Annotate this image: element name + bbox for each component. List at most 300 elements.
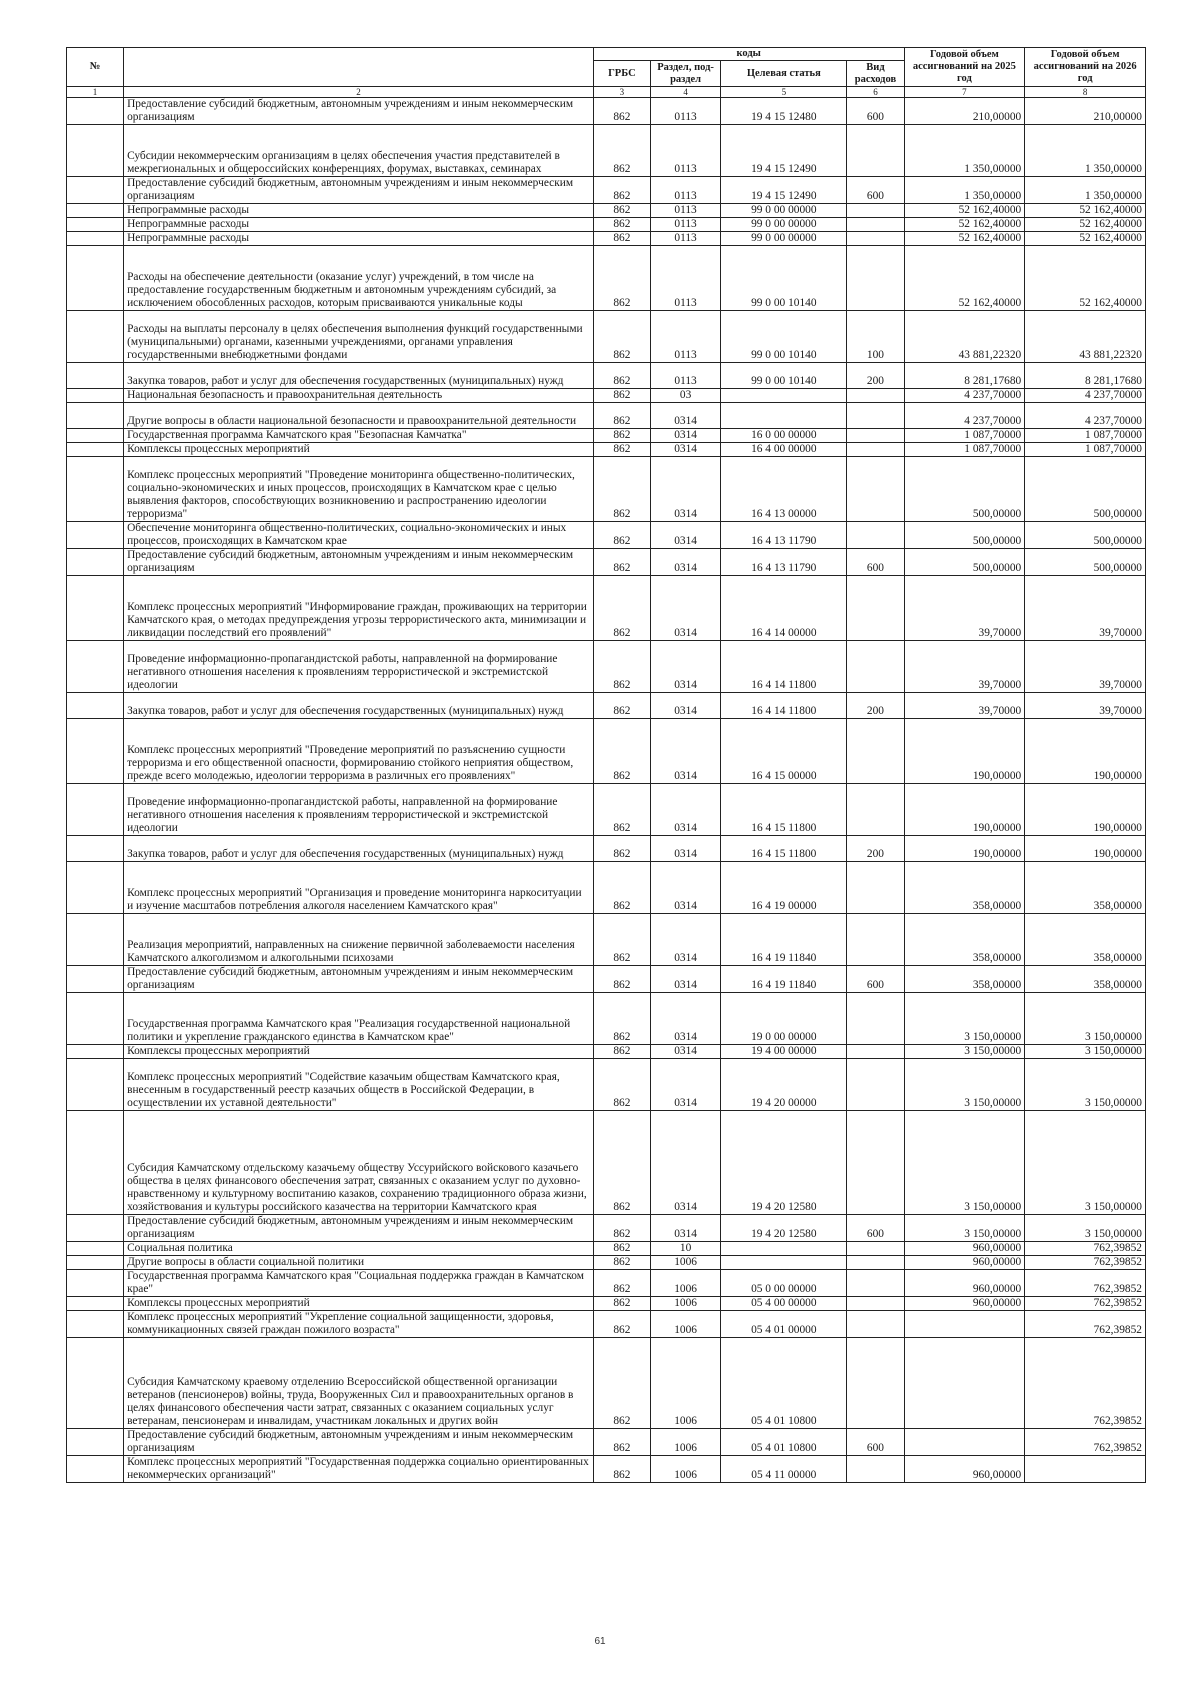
target-article: 16 4 13 11790 — [721, 549, 847, 576]
table-row — [67, 719, 1146, 784]
item-name: Предоставление субсидий бюджетным, автономным учреждениям и иным некоммерческим организациям — [124, 966, 594, 993]
amount-2026: 52 162,40000 — [1025, 218, 1146, 232]
target-article: 16 4 14 00000 — [721, 576, 847, 641]
target-article: 19 4 00 00000 — [721, 1045, 847, 1059]
row-number — [67, 522, 124, 549]
amount-2025: 1 350,00000 — [904, 177, 1025, 204]
grbs-code: 862 — [593, 389, 650, 403]
row-number — [67, 1338, 124, 1429]
grbs-code: 862 — [593, 443, 650, 457]
table-row — [67, 993, 1146, 1045]
row-number — [67, 311, 124, 363]
grbs-code: 862 — [593, 457, 650, 522]
amount-2026: 762,39852 — [1025, 1256, 1146, 1270]
expense-type — [847, 719, 904, 784]
amount-2026: 1 087,70000 — [1025, 429, 1146, 443]
amount-2025: 358,00000 — [904, 966, 1025, 993]
amount-2026: 39,70000 — [1025, 641, 1146, 693]
amount-2026: 762,39852 — [1025, 1270, 1146, 1297]
section-code: 0314 — [650, 443, 720, 457]
row-number — [67, 1256, 124, 1270]
table-row — [67, 1270, 1146, 1297]
amount-2025 — [904, 1338, 1025, 1429]
expense-type — [847, 125, 904, 177]
amount-2026: 8 281,17680 — [1025, 363, 1146, 389]
expense-type: 600 — [847, 1215, 904, 1242]
amount-2026: 3 150,00000 — [1025, 1045, 1146, 1059]
item-name: Комплекс процессных мероприятий "Государственная поддержка социально ориентированных некоммерческих организаций" — [124, 1456, 594, 1483]
section-code: 1006 — [650, 1297, 720, 1311]
amount-2026: 39,70000 — [1025, 576, 1146, 641]
amount-2026: 3 150,00000 — [1025, 1059, 1146, 1111]
item-name: Комплекс процессных мероприятий "Информирование граждан, проживающих на территории Камчатского края, о методах предупреждения угрозы террористического акта, минимизации и ликвидации последствий его проявлений" — [124, 576, 594, 641]
table-row — [67, 403, 1146, 429]
item-name: Закупка товаров, работ и услуг для обеспечения государственных (муниципальных) нужд — [124, 693, 594, 719]
item-name: Другие вопросы в области национальной безопасности и правоохранительной деятельности — [124, 403, 594, 429]
table-row — [67, 1045, 1146, 1059]
table-row — [67, 1311, 1146, 1338]
target-article: 19 4 20 12580 — [721, 1111, 847, 1215]
amount-2025: 52 162,40000 — [904, 204, 1025, 218]
grbs-code: 862 — [593, 1215, 650, 1242]
table-row — [67, 522, 1146, 549]
page-number: 61 — [594, 1636, 606, 1647]
target-article: 16 4 15 00000 — [721, 719, 847, 784]
table-row — [67, 125, 1146, 177]
row-number — [67, 1429, 124, 1456]
expense-type — [847, 403, 904, 429]
section-code: 0314 — [650, 522, 720, 549]
table-row — [67, 693, 1146, 719]
amount-2025: 960,00000 — [904, 1456, 1025, 1483]
row-number — [67, 246, 124, 311]
table-row — [67, 862, 1146, 914]
grbs-code: 862 — [593, 311, 650, 363]
section-code: 0314 — [650, 836, 720, 862]
section-code: 0314 — [650, 914, 720, 966]
amount-2025: 1 087,70000 — [904, 443, 1025, 457]
section-code: 0314 — [650, 784, 720, 836]
amount-2025: 3 150,00000 — [904, 1059, 1025, 1111]
table-row — [67, 443, 1146, 457]
item-name: Комплекс процессных мероприятий "Проведение мероприятий по разъяснению сущности терроризма и его общественной опасности, формированию стойкого неприятия обществом, прежде всего молодежью, идеологии терроризма в различных его проявлениях" — [124, 719, 594, 784]
item-name: Проведение информационно-пропагандистской работы, направленной на формирование негативного отношения населения к проявлениям террористической и экстремистской идеологии — [124, 641, 594, 693]
item-name: Комплекс процессных мероприятий "Проведение мониторинга общественно-политических, социально-экономических и иных процессов, происходящих в Камчатском крае с целью выявления факторов, способствующих возникновению и распространению идеологии терроризма" — [124, 457, 594, 522]
amount-2026: 762,39852 — [1025, 1311, 1146, 1338]
amount-2026: 52 162,40000 — [1025, 232, 1146, 246]
row-number — [67, 1045, 124, 1059]
target-article: 99 0 00 00000 — [721, 204, 847, 218]
amount-2026: 4 237,70000 — [1025, 389, 1146, 403]
item-name: Предоставление субсидий бюджетным, автономным учреждениям и иным некоммерческим организациям — [124, 1215, 594, 1242]
amount-2025: 358,00000 — [904, 914, 1025, 966]
item-name: Реализация мероприятий, направленных на снижение первичной заболеваемости населения Камчатского алкоголизмом и алкогольными психозами — [124, 914, 594, 966]
row-number — [67, 1242, 124, 1256]
grbs-code: 862 — [593, 125, 650, 177]
expense-type — [847, 993, 904, 1045]
target-article: 19 4 15 12490 — [721, 125, 847, 177]
row-number — [67, 232, 124, 246]
item-name: Комплекс процессных мероприятий "Укрепление социальной защищенности, здоровья, коммуникационных связей граждан пожилого возраста" — [124, 1311, 594, 1338]
target-article: 16 4 14 11800 — [721, 641, 847, 693]
expense-type — [847, 522, 904, 549]
table-row — [67, 98, 1146, 125]
row-number — [67, 457, 124, 522]
expense-type: 600 — [847, 966, 904, 993]
amount-2025: 39,70000 — [904, 641, 1025, 693]
amount-2026: 3 150,00000 — [1025, 1215, 1146, 1242]
section-code: 1006 — [650, 1256, 720, 1270]
amount-2025: 39,70000 — [904, 576, 1025, 641]
target-article: 16 4 15 11800 — [721, 784, 847, 836]
table-row — [67, 457, 1146, 522]
amount-2025: 39,70000 — [904, 693, 1025, 719]
section-code: 0314 — [650, 862, 720, 914]
target-article: 16 4 19 11840 — [721, 966, 847, 993]
target-article: 16 4 19 11840 — [721, 914, 847, 966]
grbs-code: 862 — [593, 98, 650, 125]
item-name: Государственная программа Камчатского края "Реализация государственной национальной политики и укрепление гражданского единства в Камчатском крае" — [124, 993, 594, 1045]
target-article: 16 4 14 11800 — [721, 693, 847, 719]
amount-2025: 190,00000 — [904, 719, 1025, 784]
grbs-code: 862 — [593, 204, 650, 218]
expense-type — [847, 246, 904, 311]
grbs-code: 862 — [593, 1456, 650, 1483]
grbs-code: 862 — [593, 1059, 650, 1111]
row-number — [67, 1059, 124, 1111]
section-code: 0113 — [650, 218, 720, 232]
amount-2025: 500,00000 — [904, 549, 1025, 576]
target-article: 16 4 13 11790 — [721, 522, 847, 549]
row-number — [67, 1311, 124, 1338]
expense-type — [847, 862, 904, 914]
column-number: 5 — [721, 87, 847, 98]
table-row — [67, 177, 1146, 204]
amount-2025: 52 162,40000 — [904, 218, 1025, 232]
row-number — [67, 1270, 124, 1297]
grbs-code: 862 — [593, 719, 650, 784]
table-row — [67, 218, 1146, 232]
expense-type — [847, 218, 904, 232]
amount-2026: 762,39852 — [1025, 1242, 1146, 1256]
table-row — [67, 641, 1146, 693]
table-row — [67, 1111, 1146, 1215]
item-name: Национальная безопасность и правоохранительная деятельность — [124, 389, 594, 403]
section-code: 1006 — [650, 1311, 720, 1338]
expense-type: 200 — [847, 836, 904, 862]
amount-2025: 960,00000 — [904, 1256, 1025, 1270]
grbs-code: 862 — [593, 1429, 650, 1456]
grbs-code: 862 — [593, 836, 650, 862]
section-code: 1006 — [650, 1270, 720, 1297]
section-code: 0113 — [650, 311, 720, 363]
amount-2025: 52 162,40000 — [904, 246, 1025, 311]
expense-type: 200 — [847, 693, 904, 719]
amount-2025: 3 150,00000 — [904, 1215, 1025, 1242]
column-number: 4 — [650, 87, 720, 98]
section-code: 0314 — [650, 1215, 720, 1242]
table-row — [67, 204, 1146, 218]
amount-2026: 500,00000 — [1025, 522, 1146, 549]
column-number: 3 — [593, 87, 650, 98]
item-name: Субсидия Камчатскому отдельскому казачьему обществу Уссурийского войскового казачьего общества в целях финансового обеспечения затрат, связанных с оказанием услуг по духовно-нравственному и культурному воспитанию казаков, сохранению традиционного образа жизни, хозяйствования и культуры российского казачества на территории Камчатского края — [124, 1111, 594, 1215]
section-code: 0314 — [650, 719, 720, 784]
grbs-code: 862 — [593, 966, 650, 993]
row-number — [67, 966, 124, 993]
section-code: 0113 — [650, 246, 720, 311]
grbs-code: 862 — [593, 1256, 650, 1270]
target-article: 16 4 19 00000 — [721, 862, 847, 914]
grbs-code: 862 — [593, 693, 650, 719]
section-code: 0314 — [650, 576, 720, 641]
item-name: Комплекс процессных мероприятий "Содействие казачьим обществам Камчатского края, внесенным в государственный реестр казачьих обществ в Российской Федерации, в осуществлении их уставной деятельности" — [124, 1059, 594, 1111]
row-number — [67, 204, 124, 218]
item-name: Комплексы процессных мероприятий — [124, 1297, 594, 1311]
amount-2025: 3 150,00000 — [904, 993, 1025, 1045]
grbs-code: 862 — [593, 1311, 650, 1338]
expense-type: 100 — [847, 311, 904, 363]
row-number — [67, 218, 124, 232]
section-code: 0113 — [650, 177, 720, 204]
section-code: 0314 — [650, 429, 720, 443]
amount-2026: 762,39852 — [1025, 1297, 1146, 1311]
table-row — [67, 914, 1146, 966]
header-vol-2025: Годовой объем ассигнований на 2025 год — [904, 48, 1025, 87]
item-name: Другие вопросы в области социальной политики — [124, 1256, 594, 1270]
section-code: 0314 — [650, 549, 720, 576]
grbs-code: 862 — [593, 862, 650, 914]
grbs-code: 862 — [593, 522, 650, 549]
expense-type: 600 — [847, 549, 904, 576]
table-row — [67, 1429, 1146, 1456]
amount-2025: 190,00000 — [904, 784, 1025, 836]
amount-2025: 960,00000 — [904, 1297, 1025, 1311]
table-row — [67, 1256, 1146, 1270]
expense-type — [847, 1059, 904, 1111]
section-code: 0113 — [650, 125, 720, 177]
amount-2025: 43 881,22320 — [904, 311, 1025, 363]
amount-2026: 500,00000 — [1025, 457, 1146, 522]
item-name: Комплексы процессных мероприятий — [124, 443, 594, 457]
expense-type — [847, 429, 904, 443]
amount-2025: 358,00000 — [904, 862, 1025, 914]
column-number: 7 — [904, 87, 1025, 98]
grbs-code: 862 — [593, 403, 650, 429]
amount-2025: 52 162,40000 — [904, 232, 1025, 246]
grbs-code: 862 — [593, 1338, 650, 1429]
row-number — [67, 576, 124, 641]
amount-2026: 762,39852 — [1025, 1429, 1146, 1456]
row-number — [67, 914, 124, 966]
row-number — [67, 836, 124, 862]
table-row — [67, 363, 1146, 389]
expense-type — [847, 443, 904, 457]
header-name — [124, 48, 594, 87]
row-number — [67, 693, 124, 719]
section-code: 1006 — [650, 1338, 720, 1429]
grbs-code: 862 — [593, 641, 650, 693]
target-article — [721, 1256, 847, 1270]
amount-2026: 210,00000 — [1025, 98, 1146, 125]
item-name: Непрограммные расходы — [124, 204, 594, 218]
expense-type — [847, 1111, 904, 1215]
expense-type — [847, 232, 904, 246]
amount-2026: 500,00000 — [1025, 549, 1146, 576]
section-code: 03 — [650, 389, 720, 403]
expense-type — [847, 1242, 904, 1256]
amount-2026: 358,00000 — [1025, 914, 1146, 966]
header-codes: коды — [593, 48, 904, 61]
section-code: 0113 — [650, 363, 720, 389]
amount-2026: 3 150,00000 — [1025, 993, 1146, 1045]
amount-2025: 1 350,00000 — [904, 125, 1025, 177]
column-number: 2 — [124, 87, 594, 98]
expense-type — [847, 1256, 904, 1270]
expense-type: 200 — [847, 363, 904, 389]
item-name: Предоставление субсидий бюджетным, автономным учреждениям и иным некоммерческим организациям — [124, 549, 594, 576]
target-article: 99 0 00 00000 — [721, 218, 847, 232]
amount-2026: 190,00000 — [1025, 784, 1146, 836]
row-number — [67, 125, 124, 177]
section-code: 0314 — [650, 457, 720, 522]
amount-2026: 1 087,70000 — [1025, 443, 1146, 457]
target-article: 05 4 01 10800 — [721, 1338, 847, 1429]
header-num: № — [67, 48, 124, 87]
item-name: Закупка товаров, работ и услуг для обеспечения государственных (муниципальных) нужд — [124, 836, 594, 862]
row-number — [67, 443, 124, 457]
target-article: 05 4 01 00000 — [721, 1311, 847, 1338]
table-row — [67, 1242, 1146, 1256]
amount-2025: 190,00000 — [904, 836, 1025, 862]
grbs-code: 862 — [593, 1111, 650, 1215]
section-code: 0113 — [650, 204, 720, 218]
amount-2025: 1 087,70000 — [904, 429, 1025, 443]
target-article: 05 4 00 00000 — [721, 1297, 847, 1311]
section-code: 0113 — [650, 232, 720, 246]
table-row — [67, 246, 1146, 311]
amount-2025: 500,00000 — [904, 457, 1025, 522]
amount-2025: 3 150,00000 — [904, 1111, 1025, 1215]
row-number — [67, 719, 124, 784]
row-number — [67, 549, 124, 576]
section-code: 0314 — [650, 1111, 720, 1215]
grbs-code: 862 — [593, 232, 650, 246]
row-number — [67, 1456, 124, 1483]
amount-2026: 4 237,70000 — [1025, 403, 1146, 429]
item-name: Расходы на выплаты персоналу в целях обеспечения выполнения функций государственными (муниципальными) органами, казенными учреждениями, органами управления государственными внебюджетными фондами — [124, 311, 594, 363]
table-row — [67, 1059, 1146, 1111]
amount-2025: 960,00000 — [904, 1270, 1025, 1297]
amount-2025: 210,00000 — [904, 98, 1025, 125]
section-code: 0113 — [650, 98, 720, 125]
table-row — [67, 1297, 1146, 1311]
item-name: Непрограммные расходы — [124, 218, 594, 232]
column-number: 6 — [847, 87, 904, 98]
expense-type — [847, 784, 904, 836]
expense-type — [847, 457, 904, 522]
header-expense-type: Вид расходов — [847, 61, 904, 87]
header-grbs: ГРБС — [593, 61, 650, 87]
item-name: Субсидии некоммерческим организациям в целях обеспечения участия представителей в межрегиональных и общероссийских конференциях, форумах, выставках, семинарах — [124, 125, 594, 177]
amount-2026 — [1025, 1456, 1146, 1483]
target-article: 19 4 20 12580 — [721, 1215, 847, 1242]
column-number: 8 — [1025, 87, 1146, 98]
row-number — [67, 177, 124, 204]
expense-type — [847, 204, 904, 218]
amount-2026: 1 350,00000 — [1025, 177, 1146, 204]
table-row — [67, 232, 1146, 246]
amount-2026: 39,70000 — [1025, 693, 1146, 719]
target-article: 19 0 00 00000 — [721, 993, 847, 1045]
section-code: 1006 — [650, 1429, 720, 1456]
grbs-code: 862 — [593, 429, 650, 443]
header-section: Раздел, под-раздел — [650, 61, 720, 87]
item-name: Государственная программа Камчатского края "Безопасная Камчатка" — [124, 429, 594, 443]
amount-2026: 52 162,40000 — [1025, 204, 1146, 218]
section-code: 0314 — [650, 641, 720, 693]
amount-2026: 190,00000 — [1025, 719, 1146, 784]
grbs-code: 862 — [593, 1270, 650, 1297]
grbs-code: 862 — [593, 218, 650, 232]
row-number — [67, 784, 124, 836]
grbs-code: 862 — [593, 1045, 650, 1059]
expense-type: 600 — [847, 98, 904, 125]
expense-type — [847, 1297, 904, 1311]
table-row — [67, 836, 1146, 862]
amount-2026: 190,00000 — [1025, 836, 1146, 862]
target-article: 16 0 00 00000 — [721, 429, 847, 443]
amount-2025 — [904, 1429, 1025, 1456]
row-number — [67, 429, 124, 443]
item-name: Расходы на обеспечение деятельности (оказание услуг) учреждений, в том числе на предоставление государственным бюджетным и автономным учреждениям субсидий, за исключением обособленных расходов, которым присваиваются уникальные коды — [124, 246, 594, 311]
table-row — [67, 429, 1146, 443]
item-name: Комплексы процессных мероприятий — [124, 1045, 594, 1059]
grbs-code: 862 — [593, 784, 650, 836]
row-number — [67, 862, 124, 914]
target-article — [721, 403, 847, 429]
item-name: Государственная программа Камчатского края "Социальная поддержка граждан в Камчатском крае" — [124, 1270, 594, 1297]
target-article: 99 0 00 00000 — [721, 232, 847, 246]
row-number — [67, 1215, 124, 1242]
section-code: 0314 — [650, 1059, 720, 1111]
amount-2026: 358,00000 — [1025, 862, 1146, 914]
amount-2025: 8 281,17680 — [904, 363, 1025, 389]
target-article: 05 4 01 10800 — [721, 1429, 847, 1456]
expense-type — [847, 914, 904, 966]
amount-2025: 4 237,70000 — [904, 389, 1025, 403]
amount-2025: 3 150,00000 — [904, 1045, 1025, 1059]
grbs-code: 862 — [593, 1297, 650, 1311]
item-name: Социальная политика — [124, 1242, 594, 1256]
grbs-code: 862 — [593, 914, 650, 966]
table-row — [67, 311, 1146, 363]
grbs-code: 862 — [593, 1242, 650, 1256]
expense-type — [847, 389, 904, 403]
section-code: 0314 — [650, 1045, 720, 1059]
row-number — [67, 389, 124, 403]
expense-type — [847, 1045, 904, 1059]
amount-2025: 960,00000 — [904, 1242, 1025, 1256]
amount-2026: 1 350,00000 — [1025, 125, 1146, 177]
section-code: 0314 — [650, 966, 720, 993]
column-number: 1 — [67, 87, 124, 98]
item-name: Обеспечение мониторинга общественно-политических, социально-экономических и иных процессов, происходящих в Камчатском крае — [124, 522, 594, 549]
row-number — [67, 403, 124, 429]
amount-2026: 52 162,40000 — [1025, 246, 1146, 311]
target-article: 19 4 20 00000 — [721, 1059, 847, 1111]
amount-2025: 500,00000 — [904, 522, 1025, 549]
target-article: 16 4 15 11800 — [721, 836, 847, 862]
